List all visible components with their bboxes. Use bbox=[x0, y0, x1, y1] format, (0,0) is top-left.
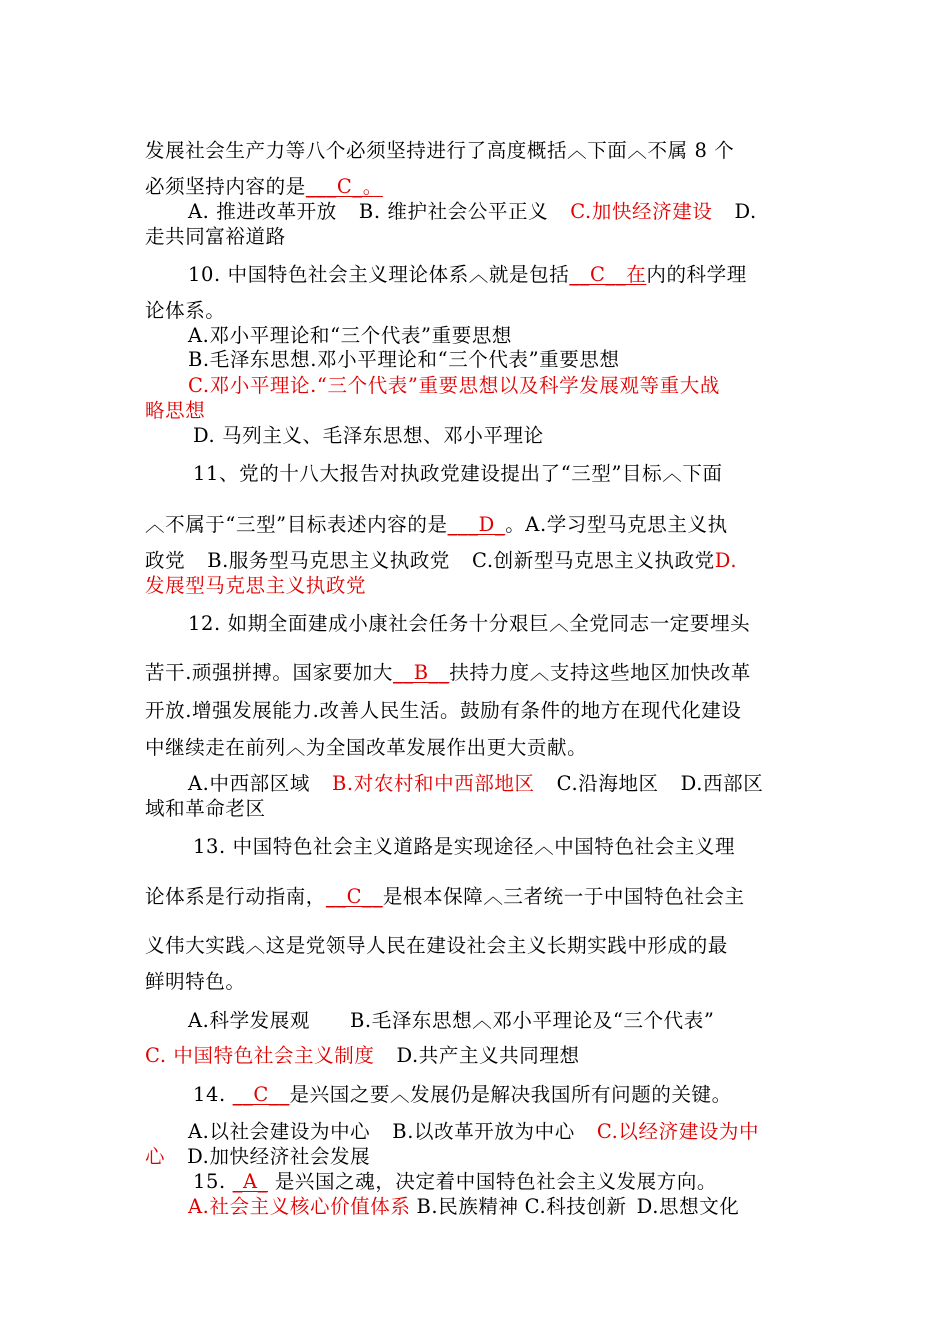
q13-answer: __C__ bbox=[325, 885, 383, 908]
q14-options-cont bbox=[145, 1144, 370, 1170]
q13-line3 bbox=[145, 933, 728, 959]
q12-stem-line4: 中继续走在前列︿为全国改革发展作出更大贡献。 bbox=[145, 736, 588, 759]
q13-option-d: D.共产主义共同理想 bbox=[396, 1044, 580, 1067]
q12-option-a: A.中西部区域 bbox=[188, 772, 310, 795]
q13-stem-suffix: 是根本保障︿三者统一于中国特色社会主 bbox=[382, 885, 745, 908]
q13-stem-line3: 义伟大实践︿这是党领导人民在建设社会主义长期实践中形成的最 bbox=[145, 934, 728, 957]
q13-options-ab bbox=[188, 1008, 714, 1034]
q12-stem-suffix: 扶持力度︿支持这些地区加快改革 bbox=[449, 661, 751, 684]
q11-option-d-text: 发展型马克思主义执政党 bbox=[145, 574, 367, 597]
q9-line2 bbox=[145, 174, 383, 200]
q13-option-a: A.科学发展观 bbox=[188, 1009, 310, 1032]
q15-line1 bbox=[193, 1169, 717, 1195]
q12-answer: __B__ bbox=[393, 661, 450, 684]
q10-option-c bbox=[188, 373, 720, 399]
q14-option-c: C.以经济建设为中 bbox=[596, 1120, 760, 1143]
q11-line4 bbox=[145, 573, 366, 599]
q10-option-b bbox=[188, 347, 620, 373]
q10-stem: 10. 中国特色社会主义理论体系︿就是包括 bbox=[188, 263, 570, 286]
q11-stem: 11、党的十八大报告对执政党建设提出了“三型”目标︿下面 bbox=[193, 462, 723, 485]
q9-line2-text: 必须坚持内容的是 bbox=[145, 175, 306, 198]
q9-answer: ___C_。 bbox=[305, 175, 383, 198]
q14-option-b: B.以改革开放为中心 bbox=[392, 1120, 575, 1143]
q12-stem-line3: 开放.增强发展能力.改善人民生活。鼓励有条件的地方在现代化建设 bbox=[145, 699, 742, 722]
q11-option-a: 。A.学习型马克思主义执 bbox=[505, 513, 728, 536]
q15-option-d: D.思想文化 bbox=[636, 1195, 740, 1218]
q13-stem-cont: 论体系是行动指南， bbox=[145, 885, 326, 908]
q13-line2 bbox=[145, 884, 745, 910]
q11-option-c: C.创新型马克思主义执政党 bbox=[472, 549, 715, 572]
q9-option-b: B. 维护社会公平正义 bbox=[358, 200, 549, 223]
q12-option-b: B.对农村和中西部地区 bbox=[331, 772, 535, 795]
q15-stem: 是兴国之魂，决定着中国特色社会主义发展方向。 bbox=[268, 1170, 718, 1193]
q14-option-c-cont: 心 bbox=[145, 1145, 166, 1168]
q10-option-d bbox=[193, 423, 544, 449]
q10-option-b-text: B.毛泽东思想.邓小平理论和“三个代表”重要思想 bbox=[188, 348, 620, 371]
q9-option-d-text: 走共同富裕道路 bbox=[145, 225, 286, 248]
q10-stem-suffix: 内的科学理 bbox=[646, 263, 747, 286]
q9-line1-text: 发展社会生产力等八个必须坚持进行了高度概括︿下面︿不属 8 个 bbox=[145, 139, 735, 162]
q14-answer: __C__ bbox=[232, 1083, 290, 1106]
q14-option-d: D.加快经济社会发展 bbox=[187, 1145, 371, 1168]
q11-line3 bbox=[145, 548, 737, 574]
q15-option-b: B.民族精神 bbox=[416, 1195, 519, 1218]
q12-line3 bbox=[145, 698, 742, 724]
q10-stem-end: 论体系。 bbox=[145, 299, 226, 322]
q12-option-d-text: 域和革命老区 bbox=[145, 797, 266, 820]
q13-stem-line4: 鲜明特色。 bbox=[145, 970, 246, 993]
q9-option-d: D. bbox=[734, 200, 757, 223]
q11-stem-cont: ︿不属于“三型”目标表述内容的是 bbox=[145, 513, 448, 536]
q14-line1 bbox=[193, 1082, 732, 1108]
q10-option-a-text: A.邓小平理论和“三个代表”重要思想 bbox=[188, 324, 513, 347]
q10-option-c-text-cont: 略思想 bbox=[145, 399, 206, 422]
q14-options bbox=[188, 1119, 759, 1145]
q11-line1 bbox=[193, 461, 723, 487]
q12-stem-cont: 苦干.顽强拼搏。国家要加大 bbox=[145, 661, 393, 684]
q14-stem: 是兴国之要︿发展仍是解决我国所有问题的关键。 bbox=[289, 1083, 732, 1106]
q15-options bbox=[188, 1194, 739, 1220]
q13-line4 bbox=[145, 969, 246, 995]
q9-options bbox=[188, 199, 757, 225]
q13-options-cd bbox=[145, 1043, 580, 1069]
q15-option-a: A.社会主义核心价值体系 bbox=[188, 1195, 411, 1218]
q9-option-d-cont bbox=[145, 224, 286, 250]
q10-option-c-text: C.邓小平理论.“三个代表”重要思想以及科学发展观等重大战 bbox=[188, 374, 720, 397]
q11-option-b: B.服务型马克思主义执政党 bbox=[207, 549, 451, 572]
q15-option-c: C.科技创新 bbox=[524, 1195, 627, 1218]
q13-stem: 13. 中国特色社会主义道路是实现途径︿中国特色社会主义理 bbox=[193, 835, 736, 858]
q10-answer: __C__在 bbox=[569, 263, 647, 286]
q14-option-a: A.以社会建设为中心 bbox=[188, 1120, 371, 1143]
q10-option-c-cont bbox=[145, 398, 205, 424]
q12-options bbox=[188, 771, 763, 797]
q13-line1 bbox=[193, 834, 735, 860]
q11-option-a-cont: 政党 bbox=[145, 549, 186, 572]
q12-line4 bbox=[145, 735, 587, 761]
q12-option-d-cont bbox=[145, 796, 266, 822]
q9-option-c: C.加快经济建设 bbox=[570, 200, 713, 223]
q13-option-b: B.毛泽东思想︿邓小平理论及“三个代表” bbox=[349, 1009, 715, 1032]
q12-line2 bbox=[145, 660, 751, 686]
q15-number: 15. bbox=[193, 1170, 233, 1193]
q10-option-d-text: D. 马列主义、毛泽东思想、邓小平理论 bbox=[193, 424, 544, 447]
q12-stem: 12. 如期全面建成小康社会任务十分艰巨︿全党同志一定要埋头 bbox=[188, 612, 751, 635]
q15-answer: _A_ bbox=[232, 1170, 269, 1193]
q14-number: 14. bbox=[193, 1083, 233, 1106]
q11-line2 bbox=[145, 512, 728, 538]
q9-option-a: A. 推进改革开放 bbox=[188, 200, 337, 223]
q13-option-c: C. 中国特色社会主义制度 bbox=[145, 1044, 375, 1067]
q12-option-d: D.西部区 bbox=[680, 772, 764, 795]
q9-line1 bbox=[145, 138, 734, 164]
q11-answer: ___D_ bbox=[447, 513, 506, 536]
q11-option-d-label: D. bbox=[714, 549, 738, 572]
q12-option-c: C.沿海地区 bbox=[556, 772, 659, 795]
q10-option-a bbox=[188, 323, 512, 349]
q10-line1 bbox=[188, 262, 747, 288]
q10-line2 bbox=[145, 298, 225, 324]
q12-line1 bbox=[188, 611, 750, 637]
